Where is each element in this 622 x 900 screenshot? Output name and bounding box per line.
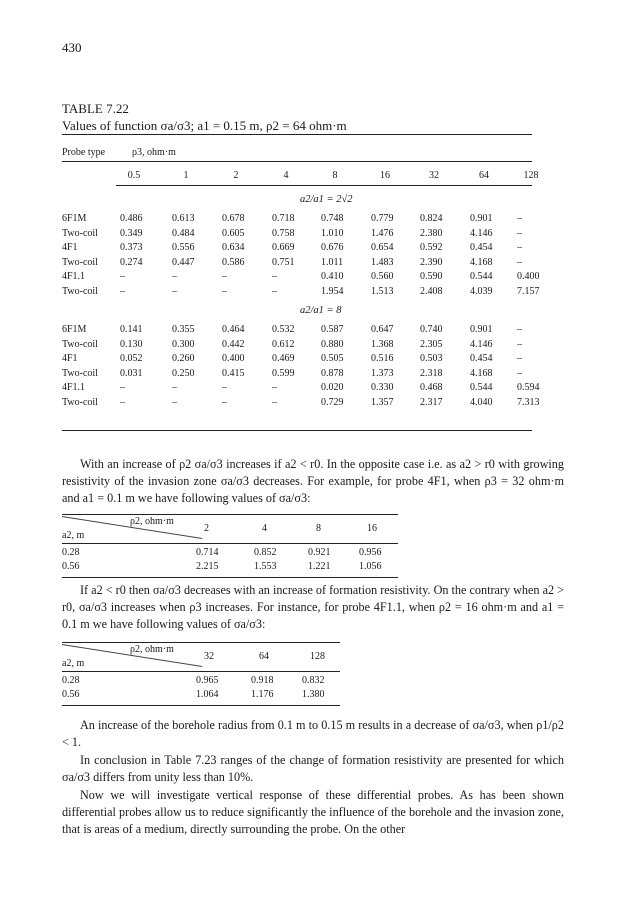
table-cell: 1.476	[371, 227, 394, 239]
small-table-cell: 1.553	[254, 561, 277, 572]
table-cell: –	[517, 338, 522, 350]
row-probe: Two-coil	[62, 338, 98, 350]
table-cell: –	[517, 213, 522, 224]
table-cell: 0.355	[172, 324, 195, 335]
table-cell: 0.330	[371, 382, 394, 393]
table-cell: 0.052	[120, 353, 143, 364]
small-table-cell: 2.215	[196, 561, 219, 572]
table-cell: 0.349	[120, 227, 143, 239]
small-col-header: 64	[259, 651, 269, 662]
small-table-cell: 1.221	[308, 561, 331, 572]
corner-bottom-label: a2, m	[62, 658, 85, 669]
table-cell: 1.513	[371, 285, 394, 297]
small-col-header: 2	[204, 523, 209, 534]
small-table-header-rule	[62, 671, 340, 672]
table-cell: 0.486	[120, 213, 143, 224]
table-cell: –	[222, 285, 227, 297]
small-table-bottom-rule	[62, 705, 340, 706]
table-cell: 0.634	[222, 242, 245, 253]
table-cell: 0.901	[470, 213, 493, 224]
table-cell: –	[517, 353, 522, 364]
table-cell: 2.305	[420, 338, 443, 350]
page-number: 430	[62, 40, 82, 55]
small-col-header: 4	[262, 523, 267, 534]
small-table-header-rule	[62, 543, 398, 544]
table-cell: 4.040	[470, 396, 493, 408]
table-cell: 7.313	[517, 396, 540, 408]
table-cell: 0.442	[222, 338, 245, 350]
table-cell: 0.516	[371, 353, 394, 364]
table-cell: 1.483	[371, 256, 394, 268]
table-bottom-rule	[62, 430, 532, 431]
table-cell: 0.613	[172, 213, 195, 224]
table-cell: 0.612	[272, 338, 295, 350]
table-cell: 7.157	[517, 285, 540, 297]
row-probe: Two-coil	[62, 227, 98, 239]
row-probe: 4F1	[62, 242, 78, 253]
paragraph-3: An increase of the borehole radius from 0.1 m to 0.15 m results in a decrease of σa/σ3, when ρ1/ρ2 < 1.	[62, 718, 564, 750]
table-cell: 0.599	[272, 367, 295, 379]
column-header: 1	[183, 170, 189, 181]
table-cell: 0.260	[172, 353, 195, 364]
table-cell: 1.010	[321, 227, 344, 239]
section-label: a2/a1 = 8	[300, 305, 342, 316]
table-cell: 0.464	[222, 324, 245, 335]
table-cell: 0.447	[172, 256, 195, 268]
column-header: 2	[233, 170, 239, 181]
table-cell: 2.390	[420, 256, 443, 268]
table-cell: –	[272, 382, 277, 393]
small-table-cell: 1.380	[302, 689, 325, 700]
table-top-rule	[62, 134, 532, 135]
table-cell: 0.678	[222, 213, 245, 224]
table-cell: 0.505	[321, 353, 344, 364]
small-table-cell: 1.176	[251, 689, 274, 700]
table-cell: 0.454	[470, 353, 493, 364]
table-cell: 0.676	[321, 242, 344, 253]
table-cell: 0.031	[120, 367, 143, 379]
table-cell: –	[222, 271, 227, 282]
table-cell: 0.586	[222, 256, 245, 268]
table-cell: 2.380	[420, 227, 443, 239]
small-table-bottom-rule	[62, 577, 398, 578]
table-cell: 2.317	[420, 396, 443, 408]
small-col-header: 32	[204, 651, 214, 662]
table-cell: 0.594	[517, 382, 540, 393]
row-probe: 6F1M	[62, 324, 87, 335]
table-cell: –	[517, 227, 522, 239]
column-header: 4	[283, 170, 289, 181]
table-cell: 2.408	[420, 285, 443, 297]
table-cell: 0.592	[420, 242, 443, 253]
row-probe: Two-coil	[62, 396, 98, 408]
probe-type-header: Probe type	[62, 147, 106, 158]
table-cell: –	[120, 396, 125, 408]
small-table-top-rule	[62, 642, 340, 643]
table-title: TABLE 7.22	[62, 101, 129, 116]
table-cell: 0.274	[120, 256, 143, 268]
small-table-top-rule	[62, 514, 398, 515]
table-cell: –	[272, 271, 277, 282]
table-caption	[62, 100, 347, 134]
table-cell: 0.605	[222, 227, 245, 239]
table-cell: –	[222, 382, 227, 393]
table-cell: 0.484	[172, 227, 195, 239]
table-cell: 1.368	[371, 338, 394, 350]
table-cell: 0.415	[222, 367, 245, 379]
table-cell: –	[120, 285, 125, 297]
rho-header: ρ3, ohm·m	[132, 147, 176, 158]
table-cell: 0.669	[272, 242, 295, 253]
table-cell: 0.250	[172, 367, 195, 379]
small-row-label: 0.56	[62, 689, 80, 700]
table-cell: 0.729	[321, 396, 344, 408]
column-header: 64	[479, 170, 489, 181]
small-row-label: 0.56	[62, 561, 80, 572]
table-cell: 0.740	[420, 324, 443, 335]
table-cell: –	[517, 367, 522, 379]
small-table-cell: 0.956	[359, 547, 382, 558]
table-cell: 1.357	[371, 396, 394, 408]
table-cell: 0.373	[120, 242, 143, 253]
table-cell: –	[517, 324, 522, 335]
column-header: 0.5	[127, 170, 141, 181]
table-cell: –	[120, 271, 125, 282]
table-cell: 0.718	[272, 213, 295, 224]
table-cell: 0.400	[517, 271, 540, 282]
table-cell: 0.468	[420, 382, 443, 393]
small-row-label: 0.28	[62, 547, 80, 558]
corner-top-label: ρ2, ohm·m	[130, 644, 174, 655]
table-cell: 0.469	[272, 353, 295, 364]
row-probe: Two-coil	[62, 256, 98, 268]
table-cell: 4.039	[470, 285, 493, 297]
table-cell: 4.168	[470, 256, 493, 268]
table-cell: –	[172, 271, 177, 282]
table-cell: 0.878	[321, 367, 344, 379]
small-row-label: 0.28	[62, 675, 80, 686]
table-cell: 0.560	[371, 271, 394, 282]
table-cell: 0.748	[321, 213, 344, 224]
table-cell: 1.373	[371, 367, 394, 379]
column-header: 32	[429, 170, 439, 181]
column-header: 128	[523, 170, 539, 181]
table-cell: –	[120, 382, 125, 393]
table-cell: –	[172, 382, 177, 393]
row-probe: 6F1M	[62, 213, 87, 224]
small-table-cell: 0.921	[308, 547, 331, 558]
table-cell: 0.400	[222, 353, 245, 364]
small-table-cell: 0.852	[254, 547, 277, 558]
paragraph-5: Now we will investigate vertical response of these differential probes. As has been shown differential probes allow us to reduce significantly the influence of the borehole and the invasion zone, that is areas of a medium, directly surrounding the probe. On the other	[62, 788, 564, 837]
table-cell: –	[172, 396, 177, 408]
row-probe: Two-coil	[62, 367, 98, 379]
table-cell: 0.587	[321, 324, 344, 335]
table-cell: –	[517, 242, 522, 253]
table-cell: 0.544	[470, 382, 493, 393]
table-cell: 0.590	[420, 271, 443, 282]
table-cell: –	[272, 396, 277, 408]
row-probe: Two-coil	[62, 285, 98, 297]
table-cell: 0.130	[120, 338, 143, 350]
table-cell: 0.410	[321, 271, 344, 282]
table-cell: 0.300	[172, 338, 195, 350]
corner-bottom-label: a2, m	[62, 530, 85, 541]
table-description: Values of function σa/σ3; a1 = 0.15 m, ρ2 = 64 ohm·m	[62, 118, 347, 133]
table-cell: 0.654	[371, 242, 394, 253]
table-cell: 0.779	[371, 213, 394, 224]
table-cell: 0.824	[420, 213, 443, 224]
table-cell: –	[272, 285, 277, 297]
small-col-header: 8	[316, 523, 321, 534]
table-cell: 0.556	[172, 242, 195, 253]
table-cell: 4.146	[470, 338, 493, 350]
table-cell: 0.141	[120, 324, 143, 335]
table-cell: –	[172, 285, 177, 297]
column-header: 8	[332, 170, 338, 181]
table-cell: 0.020	[321, 382, 344, 393]
table-cell: 4.168	[470, 367, 493, 379]
table-cell: –	[222, 396, 227, 408]
table-cell: 0.751	[272, 256, 295, 268]
columns-rule	[116, 185, 532, 186]
header-under-rule	[62, 161, 532, 162]
table-cell: 1.011	[321, 256, 344, 268]
table-cell: 2.318	[420, 367, 443, 379]
corner-top-label: ρ2, ohm·m	[130, 516, 174, 527]
table-cell: 0.901	[470, 324, 493, 335]
section-label: a2/a1 = 2√2	[300, 194, 353, 205]
small-table-cell: 1.064	[196, 689, 219, 700]
small-col-header: 16	[367, 523, 377, 534]
small-table-cell: 0.918	[251, 675, 274, 686]
table-cell: 0.503	[420, 353, 443, 364]
row-probe: 4F1	[62, 353, 78, 364]
table-cell: –	[517, 256, 522, 268]
table-cell: 0.454	[470, 242, 493, 253]
table-cell: 0.544	[470, 271, 493, 282]
table-cell: 1.954	[321, 285, 344, 297]
small-col-header: 128	[310, 651, 325, 662]
row-probe: 4F1.1	[62, 271, 86, 282]
paragraph-1: With an increase of ρ2 σa/σ3 increases if a2 < r0. In the opposite case i.e. as a2 > r0 with growing resistivity of the invasion zone σa/σ3 decreases. For example, for probe 4F1, when ρ3 = 32 ohm·m and a1 = 0.1 m we have following values of σa/σ3:	[62, 457, 564, 506]
table-cell: 0.532	[272, 324, 295, 335]
table-cell: 4.146	[470, 227, 493, 239]
small-table-cell: 0.965	[196, 675, 219, 686]
table-cell: 0.647	[371, 324, 394, 335]
small-table-cell: 1.056	[359, 561, 382, 572]
small-table-cell: 0.832	[302, 675, 325, 686]
row-probe: 4F1.1	[62, 382, 86, 393]
column-header: 16	[380, 170, 390, 181]
table-cell: 0.758	[272, 227, 295, 239]
paragraph-4: In conclusion in Table 7.23 ranges of the change of formation resistivity are presented for which σa/σ3 differs from unity less than 10%.	[62, 753, 564, 785]
table-cell: 0.880	[321, 338, 344, 350]
small-table-cell: 0.714	[196, 547, 219, 558]
paragraph-2: If a2 < r0 then σa/σ3 decreases with an increase of formation resistivity. On the contrary when a2 > r0, σa/σ3 increases when ρ3 increases. For instance, for probe 4F1.1, when ρ2 = 16 ohm·m and a1 = 0.1 m we have following values of σa/σ3:	[62, 583, 564, 632]
